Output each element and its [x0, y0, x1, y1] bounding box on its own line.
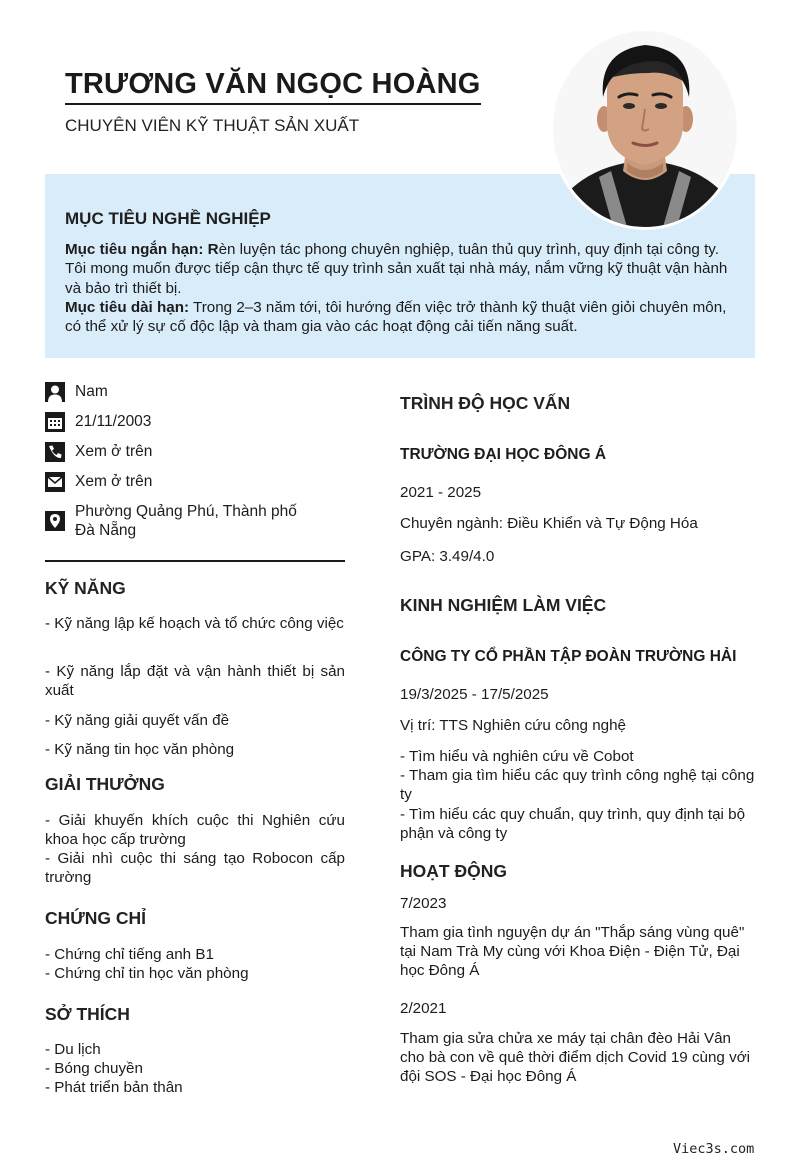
address-value: Phường Quảng Phú, Thành phố Đà Nẵng	[75, 503, 297, 539]
award-item: - Giải khuyến khích cuộc thi Nghiên cứu khoa học cấp trường	[45, 812, 345, 848]
activities-heading: HOẠT ĐỘNG	[400, 861, 507, 881]
person-icon	[45, 382, 65, 402]
company-name: CÔNG TY CỔ PHẦN TẬP ĐOÀN TRƯỜNG HẢI	[400, 648, 737, 665]
experience-period: 19/3/2025 - 17/5/2025	[400, 686, 549, 703]
short-term-label: Mục tiêu ngắn hạn: R	[65, 241, 219, 258]
certificates-heading: CHỨNG CHỈ	[45, 908, 147, 928]
birthday-value: 21/11/2003	[75, 413, 152, 430]
contact-divider	[45, 560, 345, 562]
skills-heading: KỸ NĂNG	[45, 578, 126, 598]
contact-gender	[45, 382, 108, 402]
long-term-text: Trong 2–3 năm tới, tôi hướng đến việc trở thành kỹ thuật viên giỏi chuyên môn, có thể xử lý sự cố độc lập và tham gia vào các hoạt động cải tiến năng suất.	[65, 298, 727, 336]
hobby-item: - Du lịch	[45, 1041, 101, 1058]
phone-value: Xem ở trên	[75, 443, 153, 460]
certificate-item: - Chứng chỉ tin học văn phòng	[45, 965, 249, 982]
job-title: CHUYÊN VIÊN KỸ THUẬT SẢN XUẤT	[65, 116, 360, 135]
profile-photo	[550, 28, 740, 230]
certificate-item: - Chứng chỉ tiếng anh B1	[45, 946, 214, 963]
contact-email	[45, 472, 152, 492]
education-heading: TRÌNH ĐỘ HỌC VẤN	[400, 393, 571, 413]
long-term-label: Mục tiêu dài hạn:	[65, 298, 190, 316]
education-period: 2021 - 2025	[400, 484, 482, 501]
education-major: Chuyên ngành: Điều Khiển và Tự Động Hóa	[400, 515, 698, 532]
experience-position: Vị trí: TTS Nghiên cứu công nghệ	[400, 717, 627, 734]
skill-item: - Kỹ năng lắp đặt và vận hành thiết bị sản xuất	[45, 663, 345, 699]
skill-item: - Kỹ năng lập kế hoạch và tổ chức công việc	[45, 615, 344, 632]
hobby-item: - Bóng chuyền	[45, 1060, 143, 1077]
activity-text: Tham gia tình nguyện dự án "Thắp sáng vùng quê" tại Nam Trà My cùng với Khoa Điện - Điện Tử, Đại học Đông Á	[400, 924, 745, 979]
hobby-item: - Phát triển bản thân	[45, 1079, 183, 1096]
experience-task: - Tham gia tìm hiểu các quy trình công nghệ tại công ty	[400, 767, 755, 803]
location-pin-icon	[45, 511, 65, 531]
gender-value: Nam	[75, 383, 108, 400]
contact-birthday	[45, 412, 151, 432]
contact-phone	[45, 442, 152, 462]
awards-heading: GIẢI THƯỞNG	[45, 774, 165, 794]
experience-task: - Tìm hiểu các quy chuẩn, quy trình, quy định tại bộ phận và công ty	[400, 806, 746, 842]
hobbies-heading: SỞ THÍCH	[45, 1004, 130, 1024]
calendar-icon	[45, 412, 65, 432]
candidate-name: TRƯƠNG VĂN NGỌC HOÀNG	[65, 68, 481, 105]
skill-item: - Kỹ năng giải quyết vấn đề	[45, 712, 230, 729]
skill-item: - Kỹ năng tin học văn phòng	[45, 741, 235, 758]
short-term-text: èn luyện tác phong chuyên nghiệp, tuân thủ quy trình, quy định tại công ty. Tôi mong muốn được tiếp cận thực tế quy trình sản xuất tại nhà máy, nắm vững kỹ thuật vận hành và bảo trì thiết bị.	[65, 241, 728, 297]
school-name: TRƯỜNG ĐẠI HỌC ĐÔNG Á	[400, 446, 607, 463]
contact-address	[45, 502, 305, 540]
activity-date: 7/2023	[400, 895, 447, 912]
objective-text	[65, 240, 735, 336]
experience-heading: KINH NGHIỆM LÀM VIỆC	[400, 595, 607, 615]
envelope-icon	[45, 472, 65, 492]
objective-heading: MỤC TIÊU NGHỀ NGHIỆP	[65, 209, 271, 228]
award-item: - Giải nhì cuộc thi sáng tạo Robocon cấp trường	[45, 850, 345, 886]
watermark: Viec3s.com	[673, 1141, 755, 1157]
education-gpa: GPA: 3.49/4.0	[400, 548, 495, 565]
activity-text: Tham gia sửa chửa xe máy tại chân đèo Hải Vân cho bà con về quê thời điểm dịch Covid 19 cùng với đội SOS - Đại học Đông Á	[400, 1030, 751, 1085]
activity-date: 2/2021	[400, 1000, 447, 1017]
phone-icon	[45, 442, 65, 462]
portrait-illustration	[553, 31, 737, 227]
email-value: Xem ở trên	[75, 473, 153, 490]
experience-task: - Tìm hiểu và nghiên cứu về Cobot	[400, 748, 634, 765]
